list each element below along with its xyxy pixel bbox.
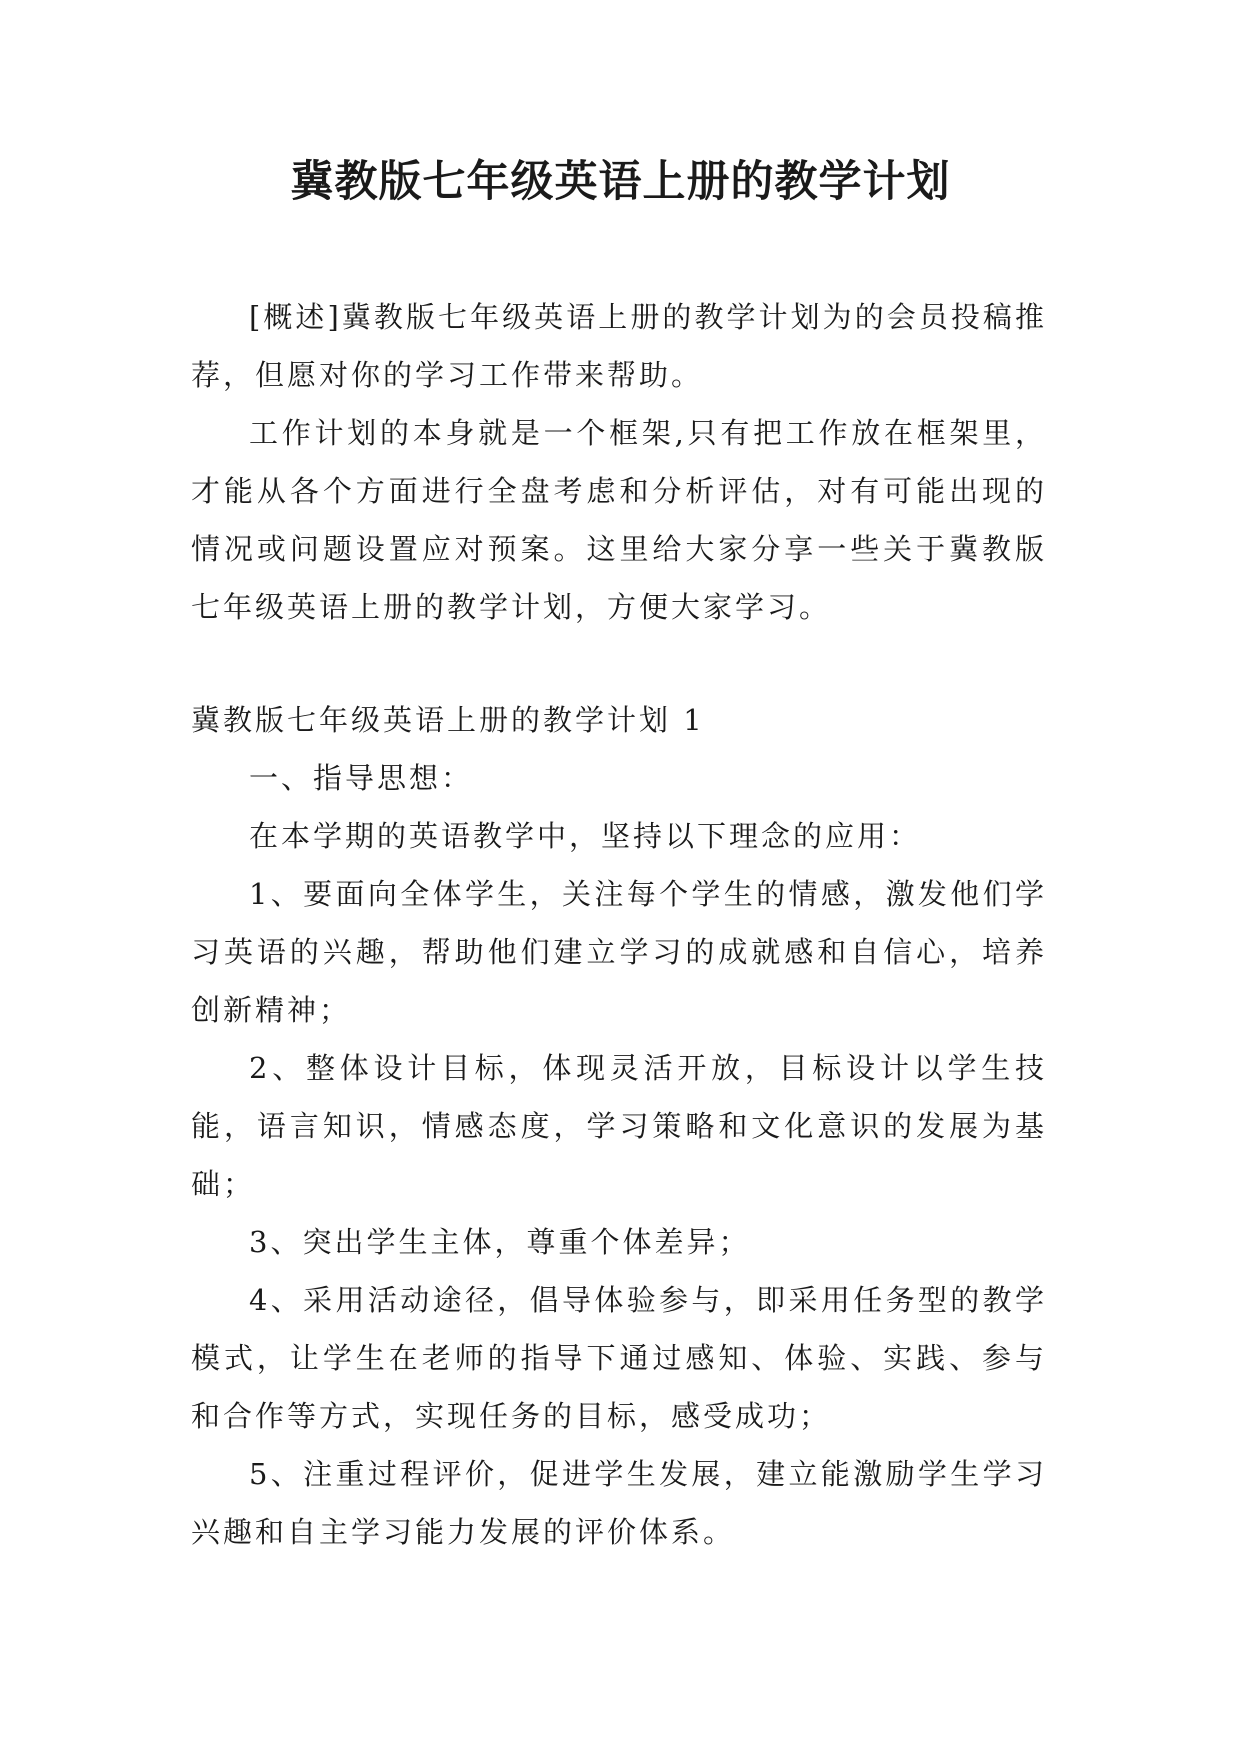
principles-intro-paragraph: 在本学期的英语教学中，坚持以下理念的应用： [249, 819, 922, 853]
principle-item-4: 4、采用活动途径，倡导体验参与，即采用任务型的教学模式，让学生在老师的指导下通过感知、体验、实践、参与和合作等方式，实现任务的目标，感受成功； [191, 1283, 1047, 1433]
principle-item-5: 5、注重过程评价，促进学生发展，建立能激励学生学习兴趣和自主学习能力发展的评价体系。 [191, 1457, 1047, 1549]
document-title: 冀教版七年级英语上册的教学计划 [290, 157, 951, 207]
principle-item-2: 2、整体设计目标，体现灵活开放，目标设计以学生技能，语言知识，情感态度，学习策略和文化意识的发展为基础； [191, 1051, 1047, 1201]
summary-paragraph: [概述]冀教版七年级英语上册的教学计划为的会员投稿推荐，但愿对你的学习工作带来帮助。 [191, 300, 1047, 392]
guiding-ideology-heading: 一、指导思想： [249, 761, 474, 795]
principle-item-3: 3、突出学生主体，尊重个体差异； [249, 1225, 751, 1259]
plan-section [191, 691, 1047, 1561]
principle-item-1: 1、要面向全体学生，关注每个学生的情感，激发他们学习英语的兴趣，帮助他们建立学习的成就感和自信心，培养创新精神； [191, 877, 1047, 1027]
intro-section [191, 288, 1047, 636]
section-heading: 冀教版七年级英语上册的教学计划 1 [191, 703, 705, 737]
intro-paragraph: 工作计划的本身就是一个框架,只有把工作放在框架里，才能从各个方面进行全盘考虑和分析评估，对有可能出现的情况或问题设置应对预案。这里给大家分享一些关于冀教版七年级英语上册的教学计划，方便大家学习。 [191, 416, 1047, 624]
